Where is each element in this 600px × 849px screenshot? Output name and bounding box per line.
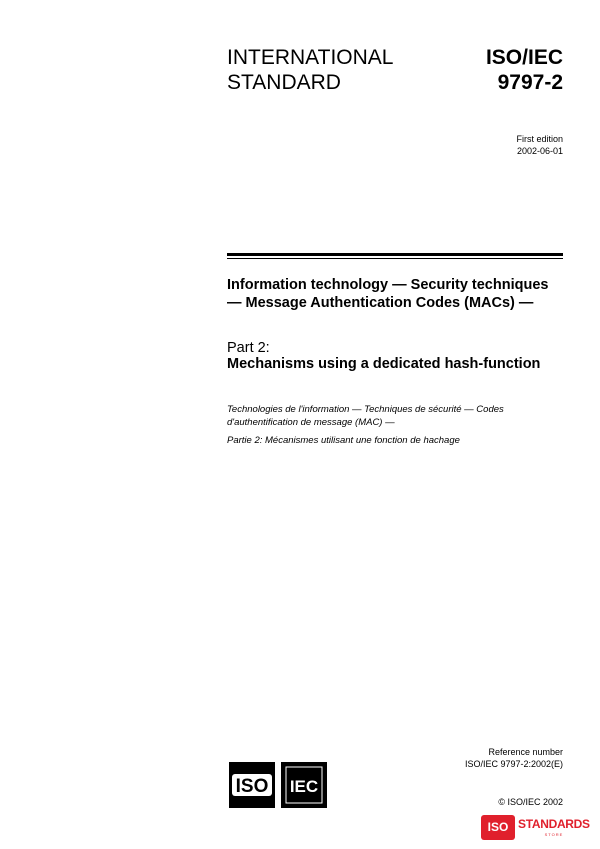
iec-logo-icon	[281, 762, 327, 808]
standard-type-line1: INTERNATIONAL	[227, 46, 394, 69]
document-title: Information technology — Security techniques — Message Authentication Codes (MACs) —	[227, 277, 549, 311]
iso-standards-store-badge[interactable]	[481, 812, 591, 842]
edition-info	[516, 133, 563, 157]
store-sublabel: STORE	[544, 832, 564, 837]
french-part-title: Partie 2: Mécanismes utilisant une fonction de hachage	[227, 435, 460, 446]
iec-logo-text: IEC	[289, 777, 319, 796]
title-divider-thick	[227, 253, 563, 256]
store-iso-mark: ISO	[481, 815, 515, 840]
edition-date: 2002-06-01	[516, 146, 563, 156]
standard-type-line2: STANDARD	[227, 71, 341, 94]
iec-logo	[281, 762, 327, 808]
part-title: Mechanisms using a dedicated hash-function	[227, 356, 541, 372]
iso-logo	[229, 762, 275, 808]
iso-logo-text: ISO	[235, 776, 269, 797]
reference-number: ISO/IEC 9797-2:2002(E)	[464, 759, 563, 769]
edition-label: First edition	[516, 134, 563, 144]
title-divider-thin	[227, 258, 563, 259]
reference-block	[465, 746, 563, 770]
standard-number	[486, 45, 563, 95]
store-label: STANDARDS	[518, 817, 590, 831]
iso-logo-icon	[229, 762, 275, 808]
standard-number-line1: ISO/IEC	[485, 46, 563, 69]
copyright: © ISO/IEC 2002	[498, 797, 563, 807]
part-label: Part 2:	[227, 340, 270, 356]
french-title: Technologies de l'information — Techniques de sécurité — Codes d'authentification de message (MAC) —	[227, 404, 504, 428]
standard-number-line2: 9797-2	[497, 71, 563, 94]
reference-label: Reference number	[488, 747, 563, 757]
standard-type	[227, 45, 393, 95]
